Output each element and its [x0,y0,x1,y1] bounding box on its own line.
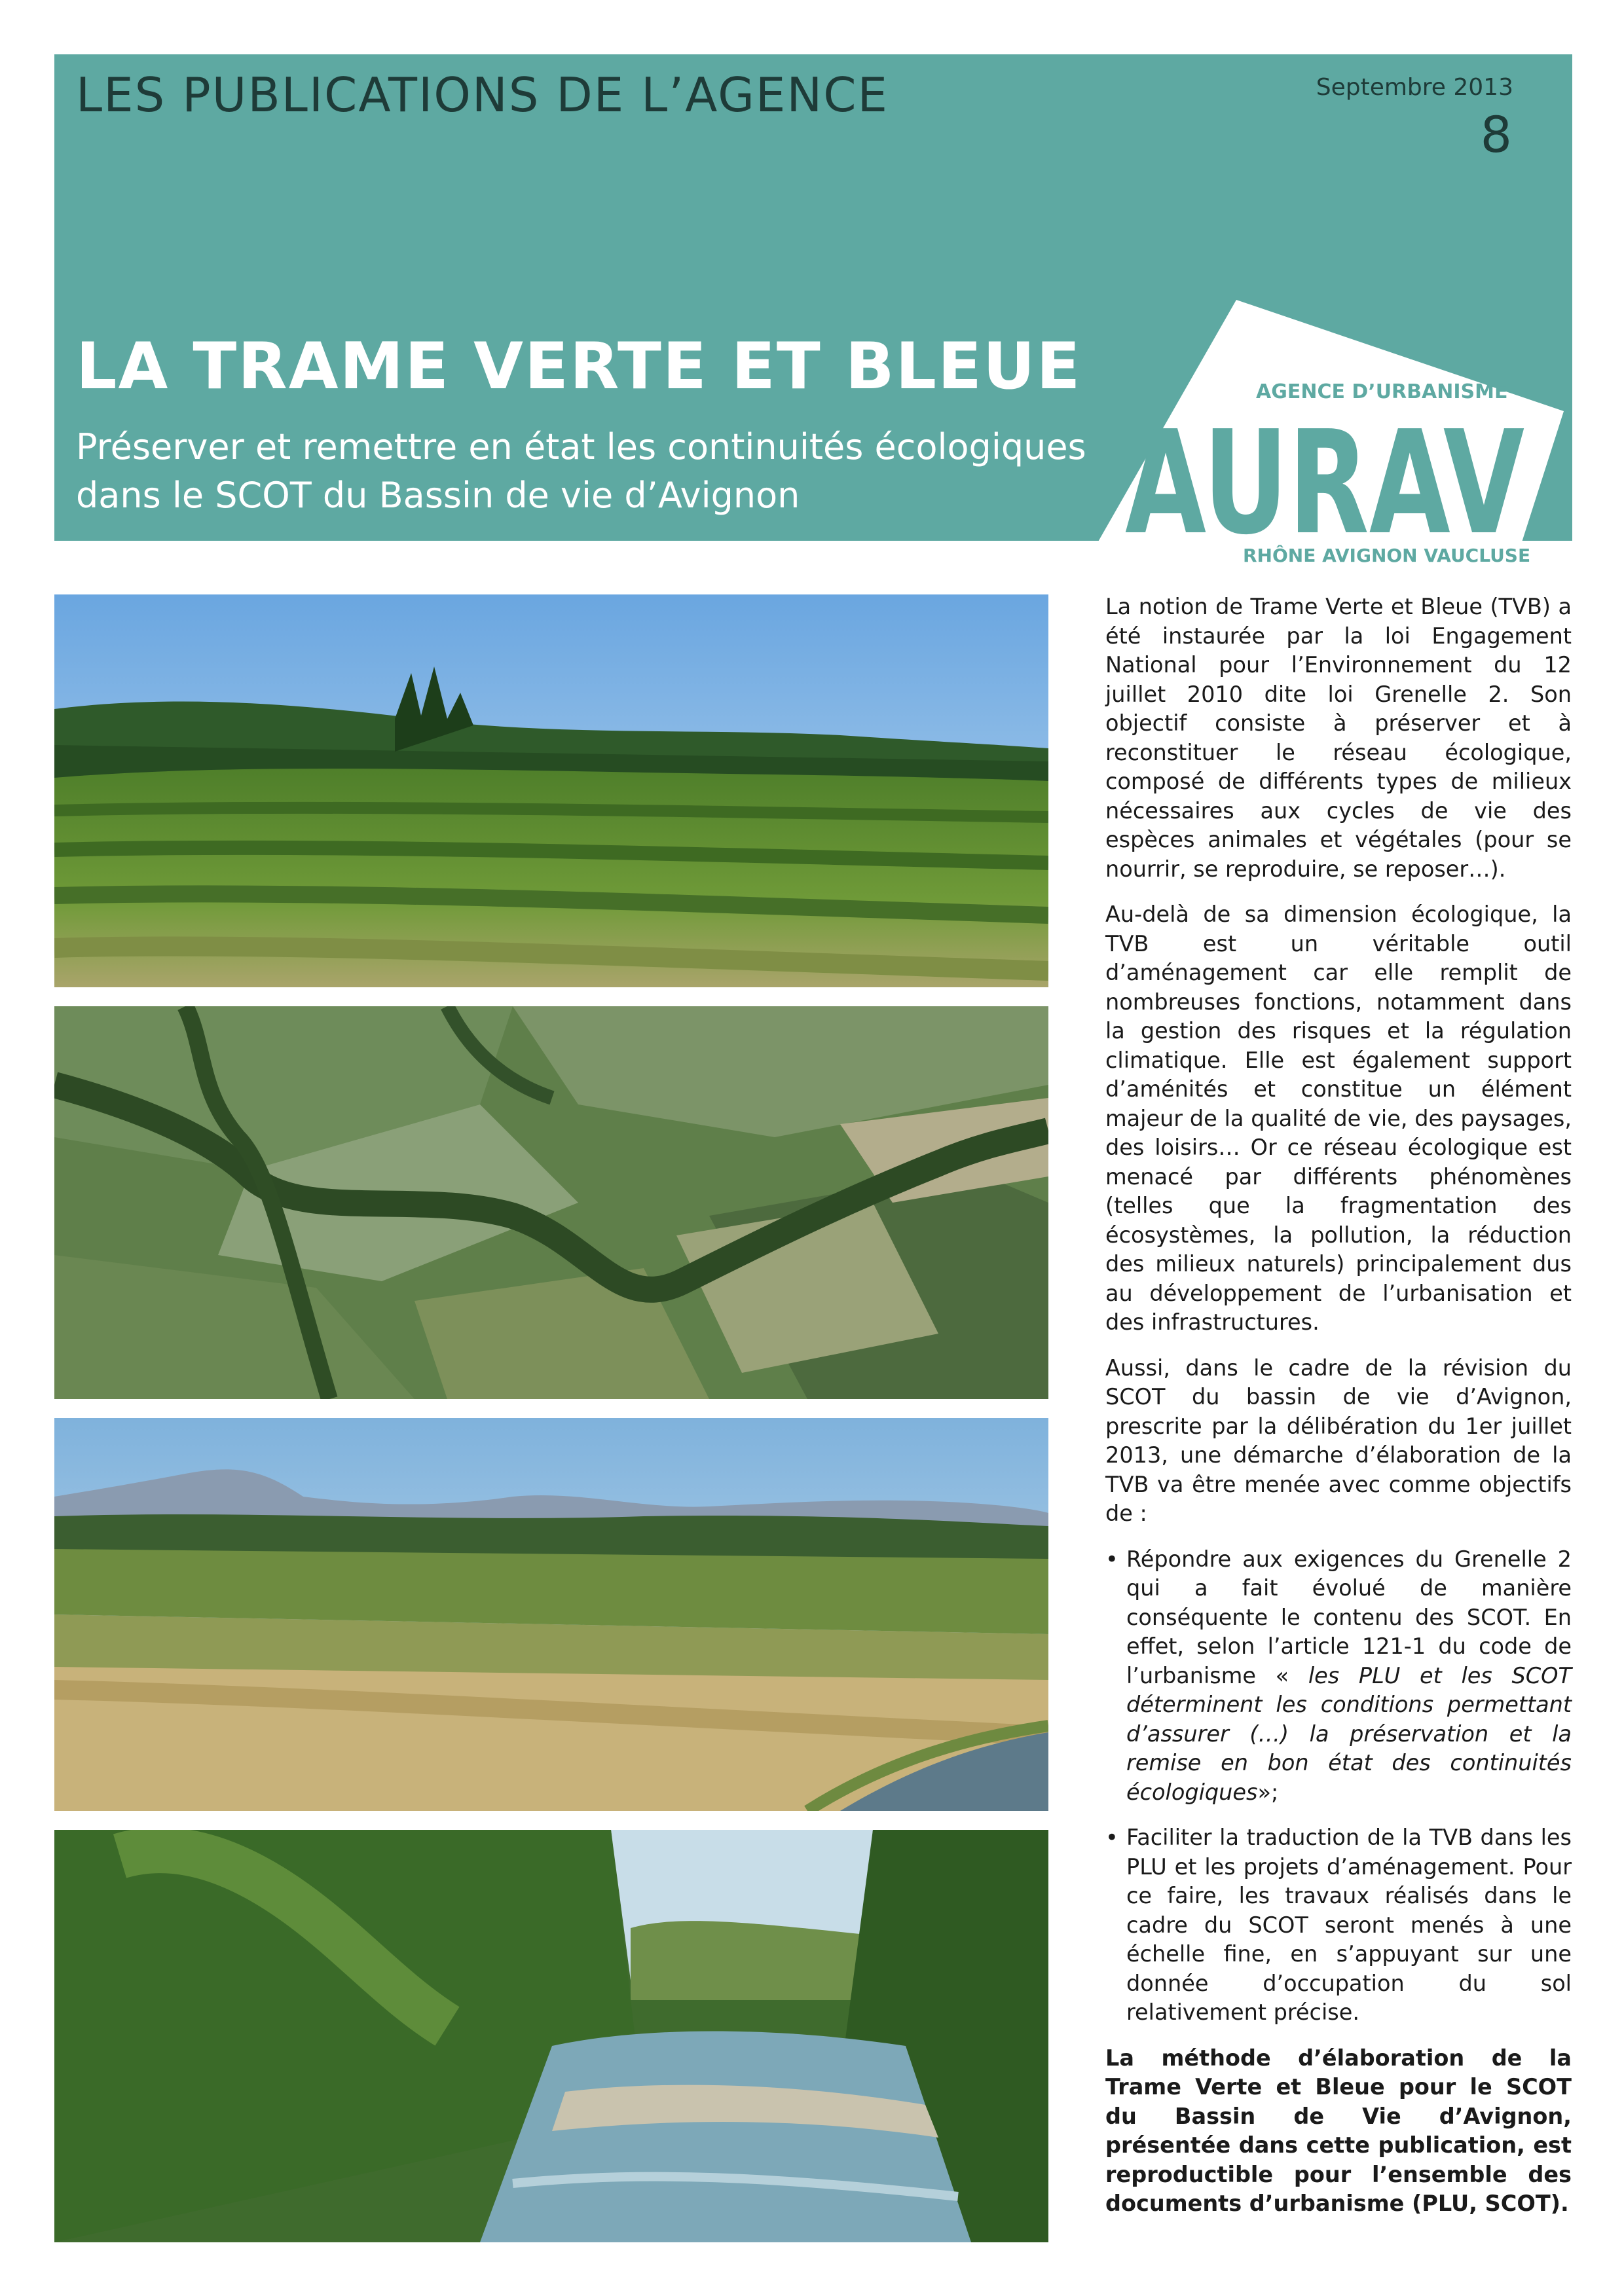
bullet-marker: • [1105,1546,1118,1572]
subtitle-line-2: dans le SCOT du Bassin de vie d’Avignon [76,475,800,516]
paragraph-development: Au-delà de sa dimension écologique, la TVB est un véritable outil d’aménagement car elle remplit de nombreuses fonctions, notamment dans la gestion des risques et la régulation climatique. Elle est également support d’aménités et constitue un élément majeur de la qualité de vie, des paysages, des loisirs… Or ce réseau écologique est menacé par différents phénomènes (telles que la fragmentation des écosystèmes, la pollution, la réduction des milieux naturels) principalement dus au développement de l’urbanisation et des infrastructures. [1105,902,1572,1335]
bullet-marker: • [1105,1825,1118,1850]
header-banner [54,54,1572,566]
objective-1-text: Répondre aux exigences du Grenelle 2 qui a fait évolué de manière conséquente le contenu des SCOT. En effet, selon l’article 121-1 du code de l’urbanisme « [1126,1546,1572,1688]
logo-name: AURAV [1125,401,1524,566]
paragraph-intro: La notion de Trame Verte et Bleue (TVB) a été instaurée par la loi Engagement National pour l’Environnement du 12 juillet 2010 dite loi Grenelle 2. Son objectif consiste à préserver et à reconstituer le réseau écologique, composé de différents types de milieux nécessaires aux cycles de vie des espèces animales et végétales (pour se nourrir, se reproduire, se reposer…). [1105,594,1572,882]
objective-2-text: Faciliter la traduction de la TVB dans les PLU et les projets d’aménagement. Pour ce faire, les travaux réalisés dans le cadre du SCOT seront menés à une échelle fine, en s’appuyant sur une donnée d’occupation du sol relativement précise. [1126,1825,1572,2025]
objective-1-quote: les PLU et les SCOT déterminent les conditions permettant d’assurer (…) la préservation et la remise en bon état des continuités écologiques [1126,1662,1572,1805]
river-photo [54,1830,1048,2242]
paragraph-conclusion: La méthode d’élaboration de la Trame Verte et Bleue pour le SCOT du Bassin de Vie d’Avignon, présentée dans cette publication, est reproductible pour l’ensemble des documents d’urbanisme (PLU, SCOT). [1105,2045,1572,2216]
aurav-logo [1079,300,1577,575]
subtitle-line-1: Préserver et remettre en état les continuités écologiques [76,426,1086,467]
list-item [1105,1545,1572,1808]
vineyard-photo [54,594,1048,987]
list-item [1105,1823,1572,2028]
body-text-column [1105,592,1572,2235]
page-subtitle [76,423,1124,520]
objective-1-end: »; [1257,1779,1279,1805]
aerial-fields-photo [54,1006,1048,1399]
page-title: LA TRAME VERTE ET BLEUE [76,329,1082,404]
objectives-list [1105,1545,1572,2028]
issue-number: 8 [1480,105,1512,164]
publication-series: LES PUBLICATIONS DE L’AGENCE [76,67,889,122]
canal-landscape-photo [54,1418,1048,1811]
paragraph-scot: Aussi, dans le cadre de la révision du SCOT du bassin de vie d’Avignon, prescrite par la délibération du 1er juillet 2013, une démarche d’élaboration de la TVB va être menée avec comme objectifs de : [1105,1355,1572,1526]
publication-date: Septembre 2013 [1316,74,1513,101]
logo-bottom-text: RHÔNE AVIGNON VAUCLUSE [1243,545,1531,566]
logo-top-text: AGENCE D’URBANISME [1256,380,1508,403]
